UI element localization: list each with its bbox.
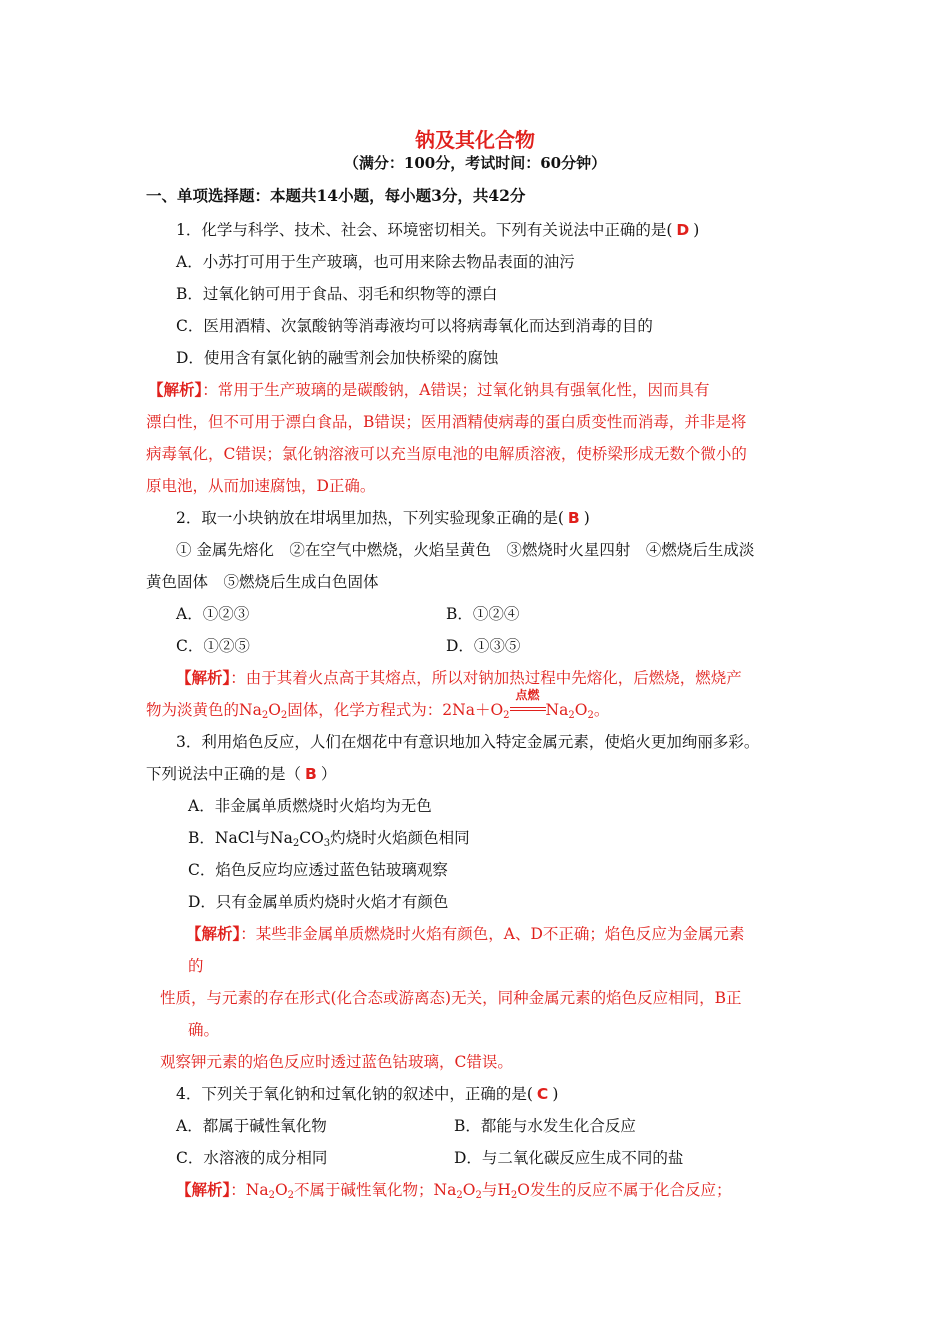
page-subtitle: （满分：100分，考试时间：60分钟）	[343, 154, 607, 172]
option-text: B．NaCl与Na	[188, 829, 293, 847]
subscript: 2	[268, 1190, 275, 1201]
explanation-text: O	[274, 1181, 288, 1199]
question-2-items-line-1: ① 金属先熔化 ②在空气中燃烧，火焰呈黄色 ③燃烧时火星四射 ④燃烧后生成淡	[176, 541, 755, 559]
question-4-option-c: C．水溶液的成分相同	[176, 1149, 328, 1167]
subscript: 3	[323, 838, 331, 849]
explanation-tag: 【解析】	[176, 668, 231, 687]
question-2-option-a: A．①②③	[176, 605, 250, 623]
option-text: 灼烧时火焰颜色相同	[330, 829, 470, 847]
subscript: 2	[503, 710, 510, 721]
explanation-text: ：某些非金属单质燃烧时火焰有颜色，A、D不正确；焰色反应为金属元素	[240, 925, 745, 943]
question-1-explanation-line-1	[148, 378, 709, 402]
question-2-close: )	[583, 509, 590, 527]
question-3-stem-line-1: 3．利用焰色反应，人们在烟花中有意识地加入特定金属元素，使焰火更加绚丽多彩。	[176, 733, 760, 751]
question-3-option-c: C．焰色反应均应透过蓝色钴玻璃观察	[188, 861, 448, 879]
question-2-stem	[176, 506, 590, 530]
question-1-option-c: C．医用酒精、次氯酸钠等消毒液均可以将病毒氧化而达到消毒的目的	[176, 317, 653, 335]
question-1-text: 1．化学与科学、技术、社会、环境密切相关。下列有关说法中正确的是(	[176, 221, 673, 239]
question-3-explanation-line-5: 观察钾元素的焰色反应时透过蓝色钴玻璃，C错误。	[160, 1053, 513, 1071]
question-1-explanation-line-2: 漂白性，但不可用于漂白食品，B错误；医用酒精使病毒的蛋白质变性而消毒，并非是将	[146, 413, 747, 431]
option-text: CO	[299, 829, 324, 847]
question-1-answer: D	[676, 221, 690, 239]
question-3-explanation-line-1	[186, 922, 744, 946]
formula-text: Na	[545, 701, 569, 719]
question-2-answer: B	[567, 509, 580, 527]
question-3-option-b	[188, 826, 470, 856]
question-3-explanation-line-2: 的	[188, 957, 204, 975]
question-2-option-d: D．①③⑤	[446, 637, 521, 655]
question-1-close: )	[693, 221, 700, 239]
question-2-items-line-2: 黄色固体 ⑤燃烧后生成白色固体	[146, 573, 379, 591]
question-1-option-d: D．使用含有氯化钠的融雪剂会加快桥梁的腐蚀	[176, 349, 499, 367]
question-2-text: 2．取一小块钠放在坩埚里加热，下列实验现象正确的是(	[176, 509, 564, 527]
question-3-option-a: A．非金属单质燃烧时火焰均为无色	[188, 797, 432, 815]
subscript: 2	[261, 710, 269, 721]
question-4-text: 4．下列关于氧化钠和过氧化钠的叙述中，正确的是(	[176, 1085, 533, 1103]
reaction-condition	[510, 688, 546, 722]
explanation-tag: 【解析】	[186, 924, 241, 943]
explanation-text: O	[462, 1181, 476, 1199]
explanation-tag: 【解析】	[148, 380, 203, 399]
explanation-text: ：由于其着火点高于其熔点，所以对钠加热过程中先熔化，后燃烧，燃烧产	[230, 669, 742, 687]
question-1-option-b: B．过氧化钠可用于食品、羽毛和织物等的漂白	[176, 285, 498, 303]
question-1-explanation-line-3: 病毒氧化，C错误；氯化钠溶液可以充当原电池的电解质溶液，使桥梁形成无数个微小的	[146, 445, 747, 463]
question-4-option-b: B．都能与水发生化合反应	[454, 1117, 636, 1135]
question-3-close: ）	[320, 765, 337, 783]
explanation-text: 不属于碱性氧化物；Na	[294, 1181, 457, 1199]
question-4-answer: C	[536, 1085, 549, 1103]
question-2-explanation-line-1	[176, 666, 742, 690]
explanation-text: ：Na	[230, 1181, 269, 1199]
formula-text: 固体，化学方程式为：2Na＋O	[287, 701, 504, 719]
explanation-tag: 【解析】	[176, 1180, 231, 1199]
formula-text: O	[574, 701, 588, 719]
question-1-option-a: A．小苏打可用于生产玻璃，也可用来除去物品表面的油污	[176, 253, 575, 271]
explanation-text: 与H	[481, 1181, 511, 1199]
question-4-close: )	[552, 1085, 559, 1103]
condition-label: 点燃	[515, 688, 540, 702]
question-4-explanation-line-1	[176, 1178, 731, 1208]
question-4-stem	[176, 1082, 558, 1106]
question-3-explanation-line-4: 确。	[188, 1021, 220, 1039]
question-4-option-a: A．都属于碱性氧化物	[176, 1117, 327, 1135]
formula-text: 。	[593, 701, 610, 719]
subscript: 2	[287, 1190, 295, 1201]
subscript: 2	[510, 1190, 518, 1201]
explanation-text: ：常用于生产玻璃的是碳酸钠，A错误；过氧化钠具有强氧化性，因而具有	[202, 381, 710, 399]
question-2-option-b: B．①②④	[446, 605, 520, 623]
subscript: 2	[475, 1190, 482, 1201]
question-3-option-d: D．只有金属单质灼烧时火焰才有颜色	[188, 893, 449, 911]
question-1-stem	[176, 218, 699, 242]
question-2-option-c: C．①②⑤	[176, 637, 250, 655]
question-3-answer: B	[305, 765, 317, 783]
subscript: 2	[456, 1190, 463, 1201]
explanation-text: O发生的反应不属于化合反应；	[517, 1181, 732, 1199]
question-3-text: 下列说法中正确的是（	[146, 765, 302, 783]
subscript: 2	[587, 710, 594, 721]
subscript: 2	[292, 838, 300, 849]
question-1-explanation-line-4: 原电池，从而加速腐蚀，D正确。	[146, 477, 376, 495]
question-3-stem-line-2	[146, 762, 336, 786]
formula-text: 物为淡黄色的Na	[146, 701, 262, 719]
page-title: 钠及其化合物	[415, 128, 535, 152]
section-heading: 一、单项选择题：本题共14小题，每小题3分，共42分	[146, 186, 526, 205]
equals-sign	[510, 707, 546, 711]
question-4-option-d: D．与二氧化碳反应生成不同的盐	[454, 1149, 684, 1167]
question-2-explanation-line-2	[146, 688, 610, 728]
subscript: 2	[280, 710, 288, 721]
question-3-explanation-line-3: 性质，与元素的存在形式(化合态或游离态)无关，同种金属元素的焰色反应相同，B正	[160, 989, 742, 1007]
subscript: 2	[568, 710, 575, 721]
formula-text: O	[268, 701, 281, 719]
